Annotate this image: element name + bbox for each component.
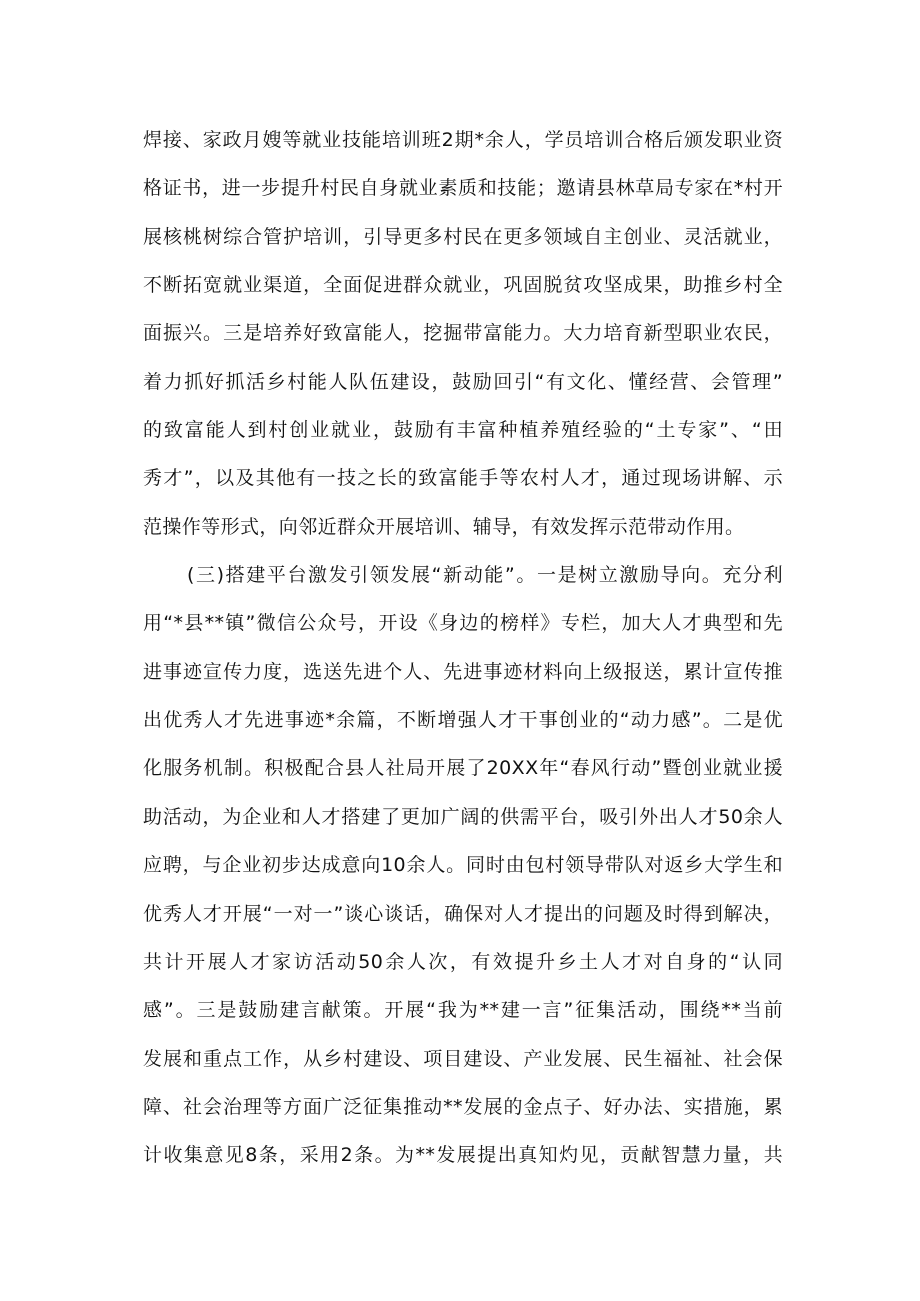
text-line: 用“*县**镇”微信公众号，开设《身边的榜样》专栏，加大人才典型和先 <box>143 612 783 635</box>
text-line: 的致富能人到村创业就业，鼓励有丰富种植养殖经验的“土专家”、“田 <box>143 419 783 442</box>
text-line: 障、社会治理等方面广泛征集推动**发展的金点子、好办法、实措施，累 <box>143 1095 783 1118</box>
text-line: 着力抓好抓活乡村能人队伍建设，鼓励回引“有文化、懂经营、会管理” <box>143 370 783 393</box>
body-text <box>143 122 783 1186</box>
text-line-paragraph-end: 范操作等形式，向邻近群众开展培训、辅导，有效发挥示范带动作用。 <box>143 515 745 538</box>
text-line: 化服务机制。积极配合县人社局开展了20XX年“春风行动”暨创业就业援 <box>143 757 783 780</box>
text-line: 秀才”，以及其他有一技之长的致富能手等农村人才，通过现场讲解、示 <box>143 467 783 490</box>
text-line: 优秀人才开展“一对一”谈心谈话，确保对人才提出的问题及时得到解决， <box>143 902 783 925</box>
text-line: 出优秀人才先进事迹*余篇，不断增强人才干事创业的“动力感”。二是优 <box>143 709 783 732</box>
text-line: 计收集意见8条，采用2条。为**发展提出真知灼见，贡献智慧力量，共 <box>143 1144 783 1167</box>
text-line: 展核桃树综合管护培训，引导更多村民在更多领域自主创业、灵活就业， <box>143 225 783 248</box>
text-line: 感”。三是鼓励建言献策。开展“我为**建一言”征集活动，围绕**当前 <box>143 999 783 1022</box>
text-line: 应聘，与企业初步达成意向10余人。同时由包村领导带队对返乡大学生和 <box>143 854 783 877</box>
section-heading-line: (三)搭建平台激发引领发展“新动能”。一是树立激励导向。充分利 <box>187 564 783 587</box>
text-line: 面振兴。三是培养好致富能人，挖掘带富能力。大力培育新型职业农民， <box>143 322 783 345</box>
text-line: 不断拓宽就业渠道，全面促进群众就业，巩固脱贫攻坚成果，助推乡村全 <box>143 274 783 297</box>
text-line: 发展和重点工作，从乡村建设、项目建设、产业发展、民生福祉、社会保 <box>143 1047 783 1070</box>
text-line: 共计开展人才家访活动50余人次，有效提升乡土人才对自身的“认同 <box>143 950 783 973</box>
text-line: 格证书，进一步提升村民自身就业素质和技能；邀请县林草局专家在*村开 <box>143 177 783 200</box>
text-line: 焊接、家政月嫂等就业技能培训班2期*余人，学员培训合格后颁发职业资 <box>143 129 783 151</box>
text-line: 进事迹宣传力度，选送先进个人、先进事迹材料向上级报送，累计宣传推 <box>143 660 783 683</box>
text-line: 助活动，为企业和人才搭建了更加广阔的供需平台，吸引外出人才50余人 <box>143 805 783 828</box>
